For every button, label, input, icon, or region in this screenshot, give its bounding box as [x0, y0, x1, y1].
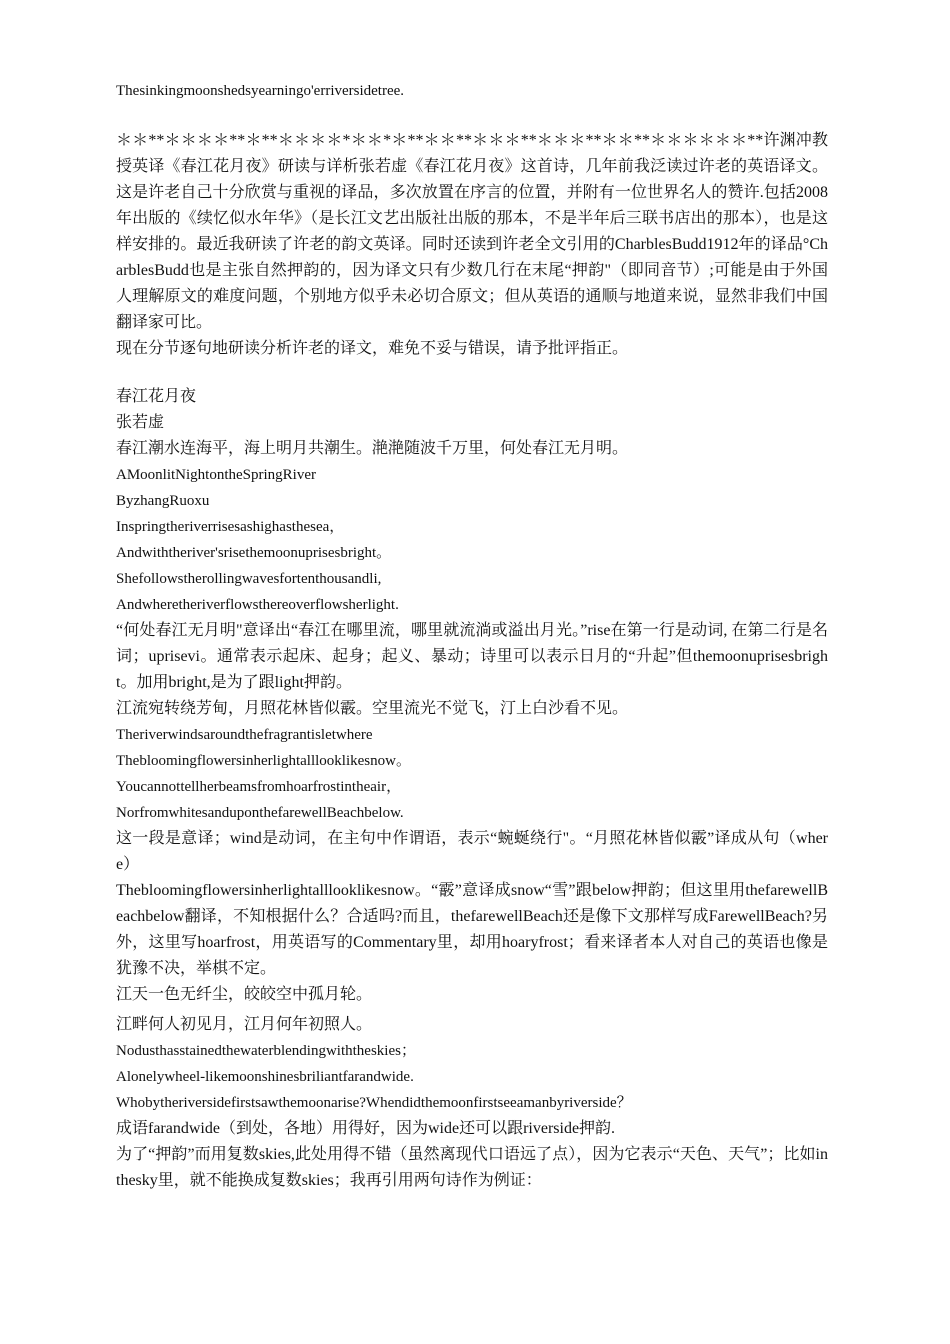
spacer [116, 362, 828, 384]
top-line: Thesinkingmoonshedsyearningo'erriversidetree. [116, 83, 405, 99]
stanza3-english-line: Alonelywheel-likemoonshinesbriliantfarandwide. [116, 1069, 414, 1085]
poet-name: 张若虚 [116, 414, 165, 431]
stanza3-english-line: Whobytheriversidefirstsawthemoonarise?Whendidthemoonfirstseeamanbyriverside？ [116, 1095, 632, 1111]
poem-title: 春江花月夜 [116, 388, 197, 405]
stanza3-chinese-b: 江畔何人初见月，江月何年初照人。 [116, 1016, 373, 1033]
stanza2-english-line: Youcannottellherbeamsfromhoarfrostintheair， [116, 779, 402, 795]
intro-paragraph: ＊＊**＊＊＊＊**＊**＊＊＊＊*＊＊*＊**＊＊**＊＊＊**＊＊＊**＊＊**＊＊＊＊＊＊**许渊冲教授英译《春江花月夜》研读与详析张若虚《春江花月夜》这首诗，几年前我泛读过许老的英语译文。这是许老自己十分欣赏与重视的译品，多次放置在序言的位置，并附有一位世界名人的赞许.包括2008年出版的《续忆似水年华》（是长江文艺出版社出版的那本，不是半年后三联书店出的那本），也是这样安排的。最近我研读了许老的韵文英译。同时还读到许老全文引用的CharblesBudd1912年的译品°CharblesBudd也是主张自然押韵的，因为译文只有少数几行在末尾“押韵"（即同音节）;可能是由于外国人理解原文的难度问题，个别地方似乎未必切合原文；但从英语的通顺与地道来说，显然非我们中国翻译家可比。 [116, 132, 828, 331]
stanza1-english-line: Andwheretheriverflowsthereoverflowsherlight. [116, 597, 399, 613]
stanza2-chinese: 江流宛转绕芳甸，月照花林皆似霰。空里流光不觉飞，汀上白沙看不见。 [116, 700, 629, 717]
stanza3-english-line: Nodusthasstainedthewaterblendingwiththeskies； [116, 1043, 416, 1059]
intro-end: 现在分节逐句地研读分析许老的译文，难免不妥与错误，请予批评指正。 [116, 340, 629, 357]
stanza1-chinese: 春江潮水连海平，海上明月共潮生。滟滟随波千万里，何处春江无月明。 [116, 440, 629, 457]
translation-title: AMoonlitNightontheSpringRiver [116, 467, 316, 483]
stanza1-english-line: Inspringtheriverrisesashighasthesea， [116, 519, 345, 535]
commentary-3b: 为了“押韵”而用复数skies,此处用得不错（虽然离现代口语远了点），因为它表示“天色、天气”；比如inthesky里，就不能换成复数skies；我再引用两句诗作为例证： [116, 1146, 828, 1189]
stanza2-english-line: Theriverwindsaroundthefragrantisletwhere [116, 727, 373, 743]
stanza2-english-line: NorfromwhitesanduponthefarewellBeachbelow. [116, 805, 404, 821]
commentary-2a: 这一段是意译；wind是动词，在主句中作谓语，表示“蜿蜒绕行"。“月照花林皆似霰”译成从句（where） [116, 830, 828, 873]
stanza2-english-line: Thebloomingflowersinherlightalllooklikesnow。 [116, 753, 411, 769]
commentary-2b: Thebloomingflowersinherlightalllooklikesnow。“霰”意译成snow“雪”跟below押韵；但这里用thefarewellBeachbelow翻译，不知根据什么？合适吗?而且，thefarewellBeach还是像下文那样写成FarewellBeach?另外，这里写hoarfrost，用英语写的Commentary里，却用hoaryfrost；看来译者本人对自己的英语也像是犹豫不决，举棋不定。 [116, 882, 828, 977]
commentary-1: “何处春江无月明"意译出“春江在哪里流，哪里就流淌或溢出月光。”rise在第一行是动词, 在第二行是名词；uprisevi。通常表示起床、起身；起义、暴动；诗里可以表示日月的“升起”但themoonuprisesbright。加用bright,是为了跟light押韵。 [116, 622, 828, 691]
translation-byline: ByzhangRuoxu [116, 493, 210, 509]
document-page [116, 78, 828, 1194]
stanza1-english-line: Andwiththeriver'srisethemoonuprisesbright。 [116, 545, 392, 561]
stanza3-chinese-a: 江天一色无纤尘，皎皎空中孤月轮。 [116, 986, 373, 1003]
commentary-3a: 成语farandwide（到处，各地）用得好，因为wide还可以跟riverside押韵. [116, 1120, 616, 1137]
spacer [116, 104, 828, 128]
stanza1-english-line: Shefollowstherollingwavesfortenthousandli, [116, 571, 382, 587]
